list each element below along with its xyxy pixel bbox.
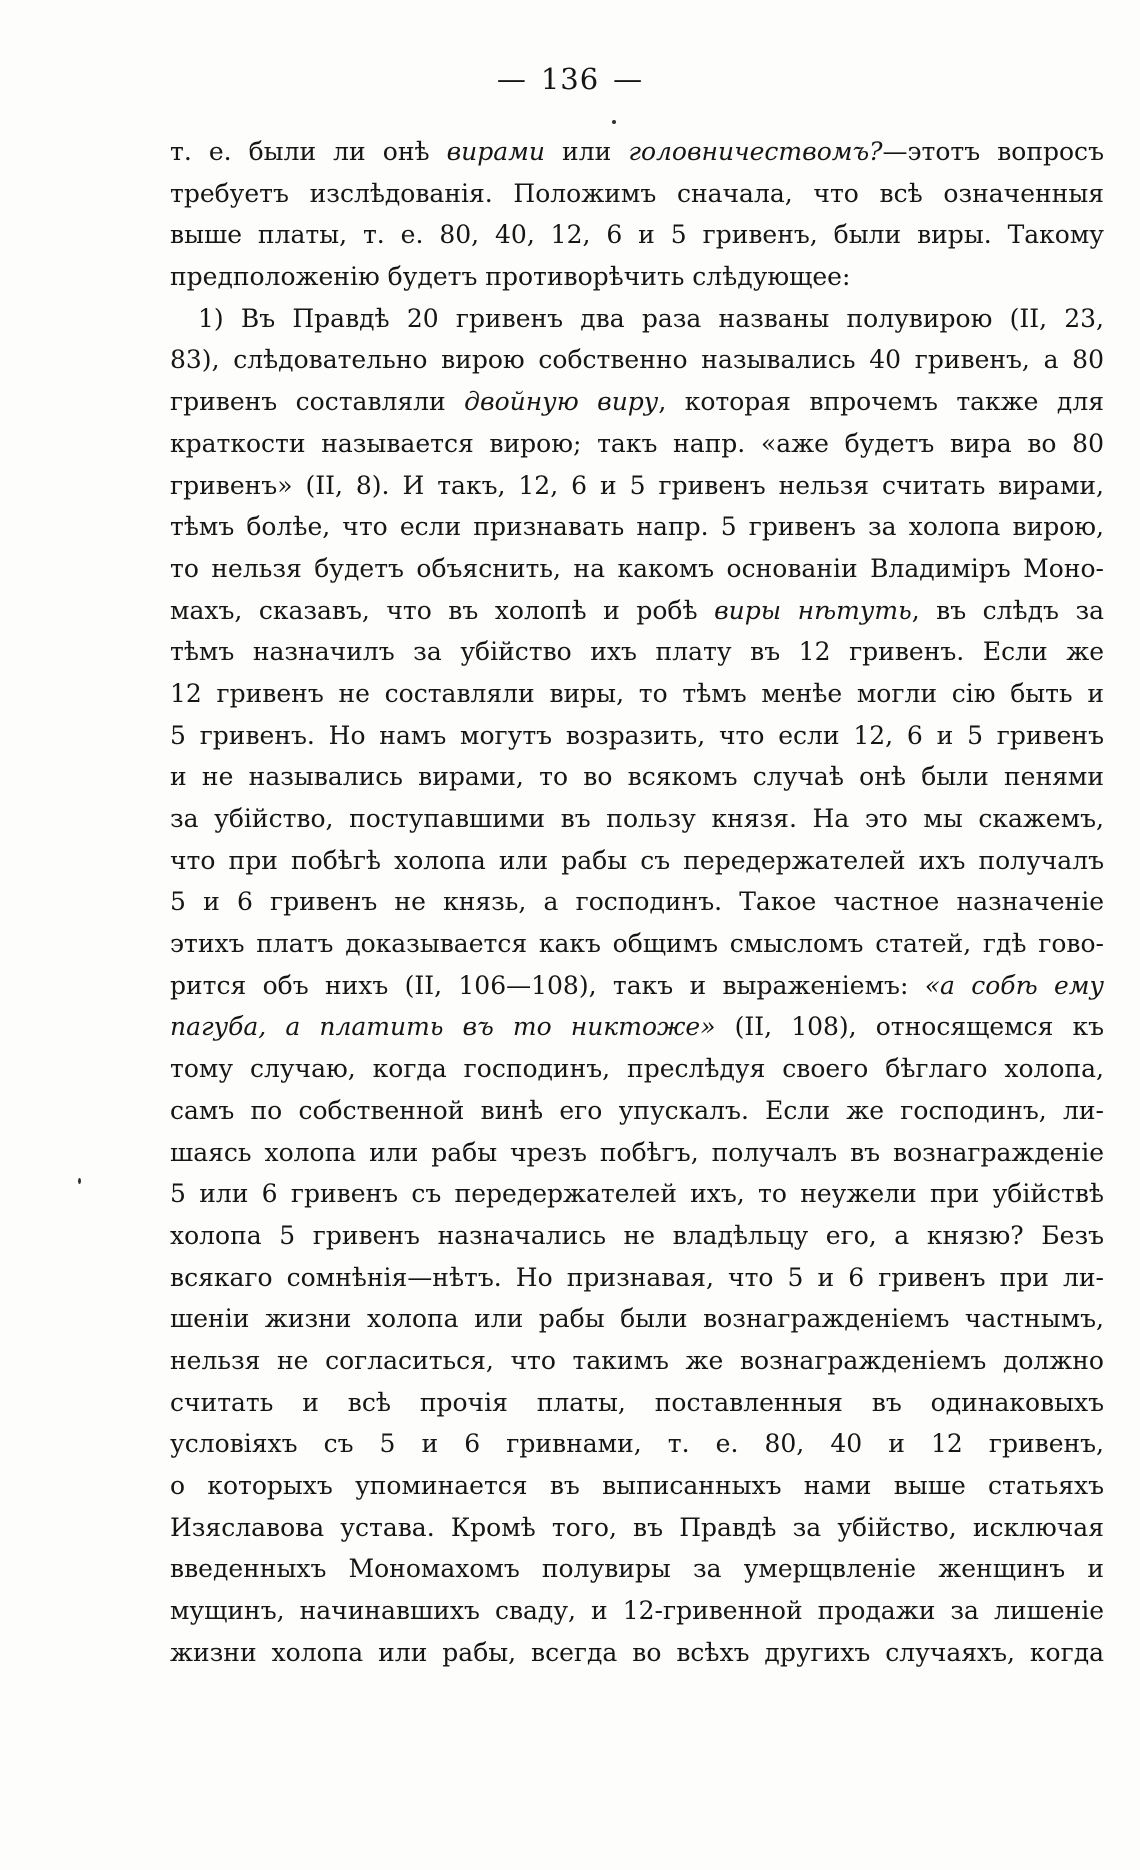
- text-segment: 83), слѣдовательно вирою собственно назывались 40 гривенъ, а 80: [170, 345, 1104, 375]
- text-line: [170, 465, 1104, 507]
- text-line: [170, 1632, 1104, 1674]
- italic-text-segment: двойную виру: [464, 387, 659, 417]
- text-segment: шеніи жизни холопа или рабы были вознагражденіемъ частнымъ,: [170, 1304, 1104, 1334]
- text-line: [170, 1006, 1104, 1048]
- text-line: [170, 881, 1104, 923]
- italic-text-segment: пагуба, а платить въ то никтоже»: [170, 1012, 716, 1042]
- text-line: [170, 631, 1104, 673]
- text-segment: всякаго сомнѣнія—нѣтъ. Но признавая, что 5 и 6 гривенъ при ли-: [170, 1262, 1104, 1292]
- text-segment: считать и всѣ прочія платы, поставленныя въ одинаковыхъ: [170, 1387, 1104, 1417]
- text-line: [170, 1257, 1104, 1299]
- text-segment: тѣмъ болѣе, что если признавать напр. 5 гривенъ за холопа вирою,: [170, 512, 1104, 542]
- text-line: [170, 590, 1104, 632]
- text-segment: 1) Въ Правдѣ 20 гривенъ два раза названы полувирою (II, 23,: [198, 303, 1104, 333]
- text-segment: 5 гривенъ. Но намъ могутъ возразить, что если 12, 6 и 5 гривенъ: [170, 720, 1104, 750]
- text-line: [170, 1090, 1104, 1132]
- text-segment: рится объ нихъ (II, 106—108), такъ и выраженіемъ:: [170, 970, 925, 1000]
- text-line: [170, 756, 1104, 798]
- text-line: [170, 1507, 1104, 1549]
- text-line: [170, 1215, 1104, 1257]
- text-line: [170, 506, 1104, 548]
- text-segment: , въ слѣдъ за: [911, 595, 1104, 625]
- text-line: [170, 1173, 1104, 1215]
- text-line: [170, 548, 1104, 590]
- italic-text-segment: вирами: [446, 137, 545, 166]
- text-segment: о которыхъ упоминается въ выписанныхъ нами выше статьяхъ: [170, 1471, 1104, 1500]
- italic-text-segment: головничествомъ?: [628, 137, 883, 166]
- text-line: [170, 256, 1104, 298]
- text-segment: т. е. были ли онѣ: [170, 137, 447, 166]
- text-line: [170, 1590, 1104, 1632]
- text-segment: за убійство, поступавшими въ пользу князя. На это мы скажемъ,: [170, 804, 1104, 833]
- text-line: [170, 131, 1104, 173]
- print-speck: [78, 1178, 81, 1184]
- text-line: [170, 1132, 1104, 1174]
- text-segment: то нельзя будетъ объяснить, на какомъ основаніи Владиміръ Моно-: [170, 553, 1104, 583]
- text-segment: 12 гривенъ не составляли виры, то тѣмъ менѣе могли сію быть и: [170, 678, 1104, 708]
- text-line: [170, 1340, 1104, 1382]
- text-segment: шаясь холопа или рабы чрезъ побѣгъ, получалъ въ вознагражденіе: [170, 1137, 1104, 1167]
- text-line: [170, 715, 1104, 757]
- text-line: [170, 1423, 1104, 1465]
- text-segment: (II, 108), относящемся къ: [715, 1012, 1104, 1042]
- text-line: [170, 840, 1104, 882]
- text-line: [170, 214, 1104, 256]
- body-text: [170, 131, 1104, 1673]
- text-line: [170, 673, 1104, 715]
- text-line: [170, 798, 1104, 840]
- text-line: [170, 173, 1104, 215]
- text-segment: , которая впрочемъ также для: [658, 387, 1104, 417]
- italic-text-segment: «а собѣ ему: [924, 970, 1104, 1000]
- page-number-dash-left: —: [496, 62, 527, 96]
- text-line: [170, 298, 1104, 340]
- text-segment: что при побѣгѣ холопа или рабы съ передержателей ихъ получалъ: [170, 845, 1104, 875]
- print-speck: [612, 120, 616, 124]
- text-segment: тѣмъ назначилъ за убійство ихъ плату въ 12 гривенъ. Если же: [170, 637, 1104, 667]
- text-line: [170, 381, 1104, 423]
- italic-text-segment: виры нѣтуть: [714, 595, 912, 625]
- text-line: [170, 423, 1104, 465]
- text-line: [170, 1382, 1104, 1424]
- text-segment: и не назывались вирами, то во всякомъ случаѣ онѣ были пенями: [170, 762, 1104, 792]
- text-line: [170, 965, 1104, 1007]
- text-segment: жизни холопа или рабы, всегда во всѣхъ другихъ случаяхъ, когда: [170, 1637, 1104, 1667]
- page-number: [0, 62, 1140, 96]
- text-segment: Изяславова устава. Кромѣ того, въ Правдѣ за убійство, исключая: [170, 1512, 1104, 1542]
- text-segment: введенныхъ Мономахомъ полувиры за умерщвленіе женщинъ и: [170, 1554, 1104, 1584]
- text-segment: —этотъ вопросъ: [882, 137, 1104, 166]
- text-segment: гривенъ» (II, 8). И такъ, 12, 6 и 5 гривенъ нельзя считать вирами,: [170, 470, 1104, 500]
- text-segment: 5 и 6 гривенъ не князь, а господинъ. Такое частное назначеніе: [170, 887, 1104, 917]
- text-segment: гривенъ составляли: [170, 387, 465, 417]
- text-line: [170, 339, 1104, 381]
- text-segment: холопа 5 гривенъ назначались не владѣльцу его, а князю? Безъ: [170, 1220, 1104, 1250]
- text-segment: или: [545, 137, 629, 166]
- text-line: [170, 923, 1104, 965]
- text-segment: мущинъ, начинавшихъ сваду, и 12-гривенной продажи за лишеніе: [170, 1596, 1104, 1626]
- text-line: [170, 1298, 1104, 1340]
- page-number-value: 136: [540, 62, 600, 96]
- text-segment: тому случаю, когда господинъ, преслѣдуя своего бѣглаго холопа,: [170, 1054, 1104, 1084]
- text-line: [170, 1548, 1104, 1590]
- text-segment: предположенію будетъ противорѣчить слѣдующее:: [170, 262, 851, 292]
- text-segment: 5 или 6 гривенъ съ передержателей ихъ, то неужели при убійствѣ: [170, 1179, 1104, 1209]
- page-number-dash-right: —: [613, 62, 644, 96]
- text-line: [170, 1048, 1104, 1090]
- text-segment: выше платы, т. е. 80, 40, 12, 6 и 5 гривенъ, были виры. Такому: [170, 220, 1104, 250]
- text-segment: требуетъ изслѣдованія. Положимъ сначала, что всѣ означенныя: [170, 178, 1104, 208]
- text-segment: самъ по собственной винѣ его упускалъ. Если же господинъ, ли-: [170, 1095, 1104, 1125]
- text-segment: нельзя не согласиться, что такимъ же вознагражденіемъ должно: [170, 1345, 1104, 1375]
- text-line: [170, 1465, 1104, 1507]
- text-segment: махъ, сказавъ, что въ холопѣ и робѣ: [170, 595, 715, 625]
- text-segment: краткости называется вирою; такъ напр. «аже будетъ вира во 80: [170, 428, 1104, 458]
- text-segment: этихъ платъ доказывается какъ общимъ смысломъ статей, гдѣ гово-: [170, 929, 1104, 959]
- text-segment: условіяхъ съ 5 и 6 гривнами, т. е. 80, 40 и 12 гривенъ,: [170, 1429, 1104, 1459]
